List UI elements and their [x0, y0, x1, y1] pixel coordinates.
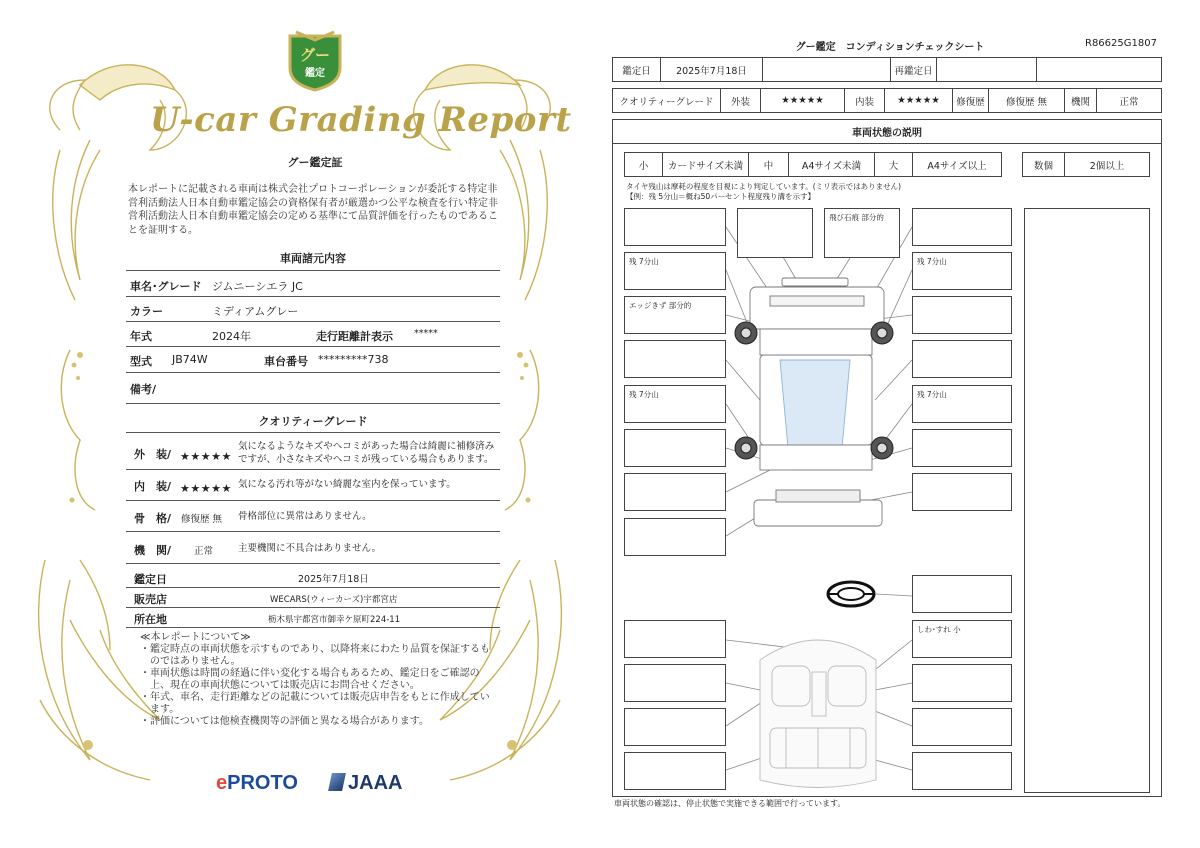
interior-panel	[624, 620, 726, 658]
int-stars: ★★★★★	[885, 89, 953, 112]
exterior-desc-1: 気になるようなキズやヘコミがあった場合は綺麗に補修済み	[238, 441, 495, 452]
damage-panel	[912, 429, 1012, 467]
exterior-label: 外 装/	[134, 448, 172, 461]
divider	[126, 321, 500, 322]
tire-caption: タイヤ残山は摩耗の程度を目視により判定しています。(ミリ表示ではありません)	[626, 182, 902, 191]
quality-title: クオリティーグレード	[258, 415, 368, 428]
engine-value: 正常	[194, 546, 214, 557]
damage-panel	[624, 296, 726, 334]
badge-text-top: グー	[299, 46, 331, 64]
legend-large-desc: A4サイズ以上	[927, 160, 987, 172]
address-value: 栃木県宇都宮市御幸ケ原町224-11	[268, 615, 401, 625]
engine-value: 正常	[1119, 96, 1139, 108]
date-label: 鑑定日	[613, 58, 661, 81]
sheet-code: R86625G1807	[1085, 38, 1157, 49]
jaaa-mark-icon	[328, 773, 346, 791]
exterior-stars: ★★★★★	[180, 450, 232, 463]
color-value: ミディアムグレー	[212, 305, 299, 318]
damage-panel	[912, 252, 1012, 290]
proto-mark-icon: e	[216, 772, 228, 794]
note-item: ・車両状態は時間の経過に伴い変化する場合もあるため、鑑定日をご確認の上、現在の車両状態については販売店にお問合せください。	[140, 668, 480, 691]
damage-panel	[624, 385, 726, 423]
report-notes	[138, 632, 498, 728]
damage-panel	[912, 575, 1012, 613]
steering-wheel-icon	[828, 582, 874, 606]
divider	[126, 469, 500, 470]
divider	[126, 531, 500, 532]
int-label: 内装	[845, 89, 885, 112]
engine-desc: 主要機関に不具合はありません。	[238, 543, 382, 554]
ext-stars: ★★★★★	[761, 89, 845, 112]
legend-count: 数個	[1023, 153, 1065, 176]
divider	[126, 403, 500, 404]
sheet-footer: 車両状態の確認は、停止状態で実施できる範囲で行っています。	[614, 799, 846, 808]
condition-title: 車両状態の説明	[613, 120, 1161, 144]
name-value: ジムニーシエラ JC	[212, 280, 303, 293]
legend-medium-desc: A4サイズ未満	[789, 153, 875, 176]
interior-panel	[912, 620, 1012, 658]
panel-note: 残 7分山	[629, 257, 659, 266]
shop-value: WECARS(ウィーカーズ)宇都宮店	[270, 595, 398, 605]
damage-panel	[624, 518, 726, 556]
date-label: 鑑定日	[134, 573, 167, 586]
panel-note: 残 7分山	[917, 390, 947, 399]
legend-small: 小	[625, 153, 663, 176]
damage-panel	[912, 208, 1012, 246]
note-item: ・年式、車名、走行距離などの記載については販売店申告をもとに作成しています。	[140, 692, 490, 715]
interior-panel	[912, 708, 1012, 746]
note-item: ・鑑定時点の車両状態を示すものであり、以降将来にわたり品質を保証するものではありません。	[140, 644, 490, 667]
shop-label: 販売店	[134, 593, 167, 606]
frame-desc: 骨格部位に異常はありません。	[238, 511, 372, 522]
divider	[126, 500, 500, 501]
color-label: カラー	[130, 305, 163, 318]
chassis-value: *********738	[318, 353, 389, 366]
goo-kantei-badge	[286, 30, 344, 92]
frame-value: 修復歴 無	[181, 514, 223, 525]
damage-panel	[912, 340, 1012, 378]
legend-count-desc: 2個以上	[1089, 160, 1125, 172]
tire-example: 【例：残 5分山＝概ね50パーセント程度残り溝を示す】	[626, 192, 816, 201]
sheet-title: グー鑑定 コンディションチェックシート	[795, 42, 985, 53]
interior-desc: 気になる汚れ等がない綺麗な室内を保っています。	[238, 479, 456, 490]
jaaa-logo-text: JAAA	[348, 772, 403, 794]
damage-panel	[624, 208, 726, 246]
legend-large: 大	[875, 153, 913, 176]
damage-panel	[624, 340, 726, 378]
legend-small-desc: カードサイズ未満	[663, 153, 749, 176]
panel-note: 残 7分山	[629, 390, 659, 399]
ext-label: 外装	[721, 89, 761, 112]
interior-panel	[912, 752, 1012, 790]
proto-logo-text: PROTO	[227, 772, 298, 794]
panel-note: 飛び石痕 部分的	[829, 213, 884, 222]
interior-panel	[912, 664, 1012, 702]
interior-label: 内 装/	[134, 480, 172, 493]
damage-panel	[624, 473, 726, 511]
interior-panel	[624, 664, 726, 702]
note-item: ・評価については他検査機関等の評価と異なる場合があります。	[140, 716, 429, 727]
legend-medium: 中	[749, 153, 789, 176]
divider	[126, 270, 500, 271]
name-label: 車名･グレード	[130, 280, 202, 293]
specs-title: 車両諸元内容	[280, 252, 346, 265]
chassis-label: 車台番号	[264, 355, 308, 368]
engine-label: 機 関/	[134, 544, 172, 557]
redate-label: 再鑑定日	[891, 58, 937, 81]
damage-panel	[912, 473, 1012, 511]
remarks-label: 備考/	[130, 383, 157, 396]
divider	[126, 587, 500, 588]
date-value: 2025年7月18日	[661, 58, 763, 81]
interior-stars: ★★★★★	[180, 482, 232, 495]
panel-note: 残 7分山	[917, 257, 947, 266]
panel-note: エッジきず 部分的	[629, 301, 692, 310]
divider	[126, 432, 500, 433]
quality-label: クオリティーグレード	[613, 89, 721, 112]
damage-panel	[912, 296, 1012, 334]
model-value: JB74W	[172, 353, 208, 366]
frame-label: 骨 格/	[134, 512, 172, 525]
damage-panel	[624, 252, 726, 290]
divider	[126, 346, 500, 347]
mileage-label: 走行距離計表示	[316, 330, 393, 343]
repair-value: 修復歴 無	[989, 89, 1065, 112]
model-label: 型式	[130, 355, 152, 368]
exterior-desc-2: ですが、小さなキズやヘコミが残っている場合もあります。	[238, 454, 494, 465]
jaaa-logo	[330, 772, 402, 795]
badge-text-bottom: 鑑定	[305, 68, 325, 79]
divider	[126, 563, 500, 564]
condition-check-sheet	[600, 0, 1200, 848]
panel-note: しわ･すれ 小	[917, 625, 961, 634]
report-script-title: U-car Grading Report	[150, 100, 572, 140]
damage-panel	[737, 208, 813, 258]
notes-title: ≪本レポートについて≫	[140, 632, 251, 643]
mileage-value: *****	[414, 328, 438, 339]
year-value: 2024年	[212, 330, 251, 343]
divider	[126, 607, 500, 608]
repair-label: 修復歴	[953, 89, 989, 112]
divider	[126, 296, 500, 297]
date-value: 2025年7月18日	[298, 574, 369, 585]
address-label: 所在地	[134, 613, 167, 626]
divider	[126, 627, 500, 628]
proto-logo	[216, 772, 298, 795]
damage-panel	[912, 385, 1012, 423]
engine-label: 機関	[1065, 89, 1097, 112]
certificate-body: 本レポートに記載される車両は株式会社プロトコーポレーションが委託する特定非営利活動法人日本自動車鑑定協会の資格保有者が厳選かつ公平な検査を行い特定非営利活動法人日本自動車鑑定協会の定める基準にて品質評価を行ったものであることを証明する。	[128, 184, 498, 236]
interior-panel	[624, 752, 726, 790]
interior-panel	[624, 708, 726, 746]
certificate-title: グー鑑定証	[287, 156, 343, 169]
divider	[126, 372, 500, 373]
damage-panel	[824, 208, 900, 258]
year-label: 年式	[130, 330, 152, 343]
damage-panel	[624, 429, 726, 467]
